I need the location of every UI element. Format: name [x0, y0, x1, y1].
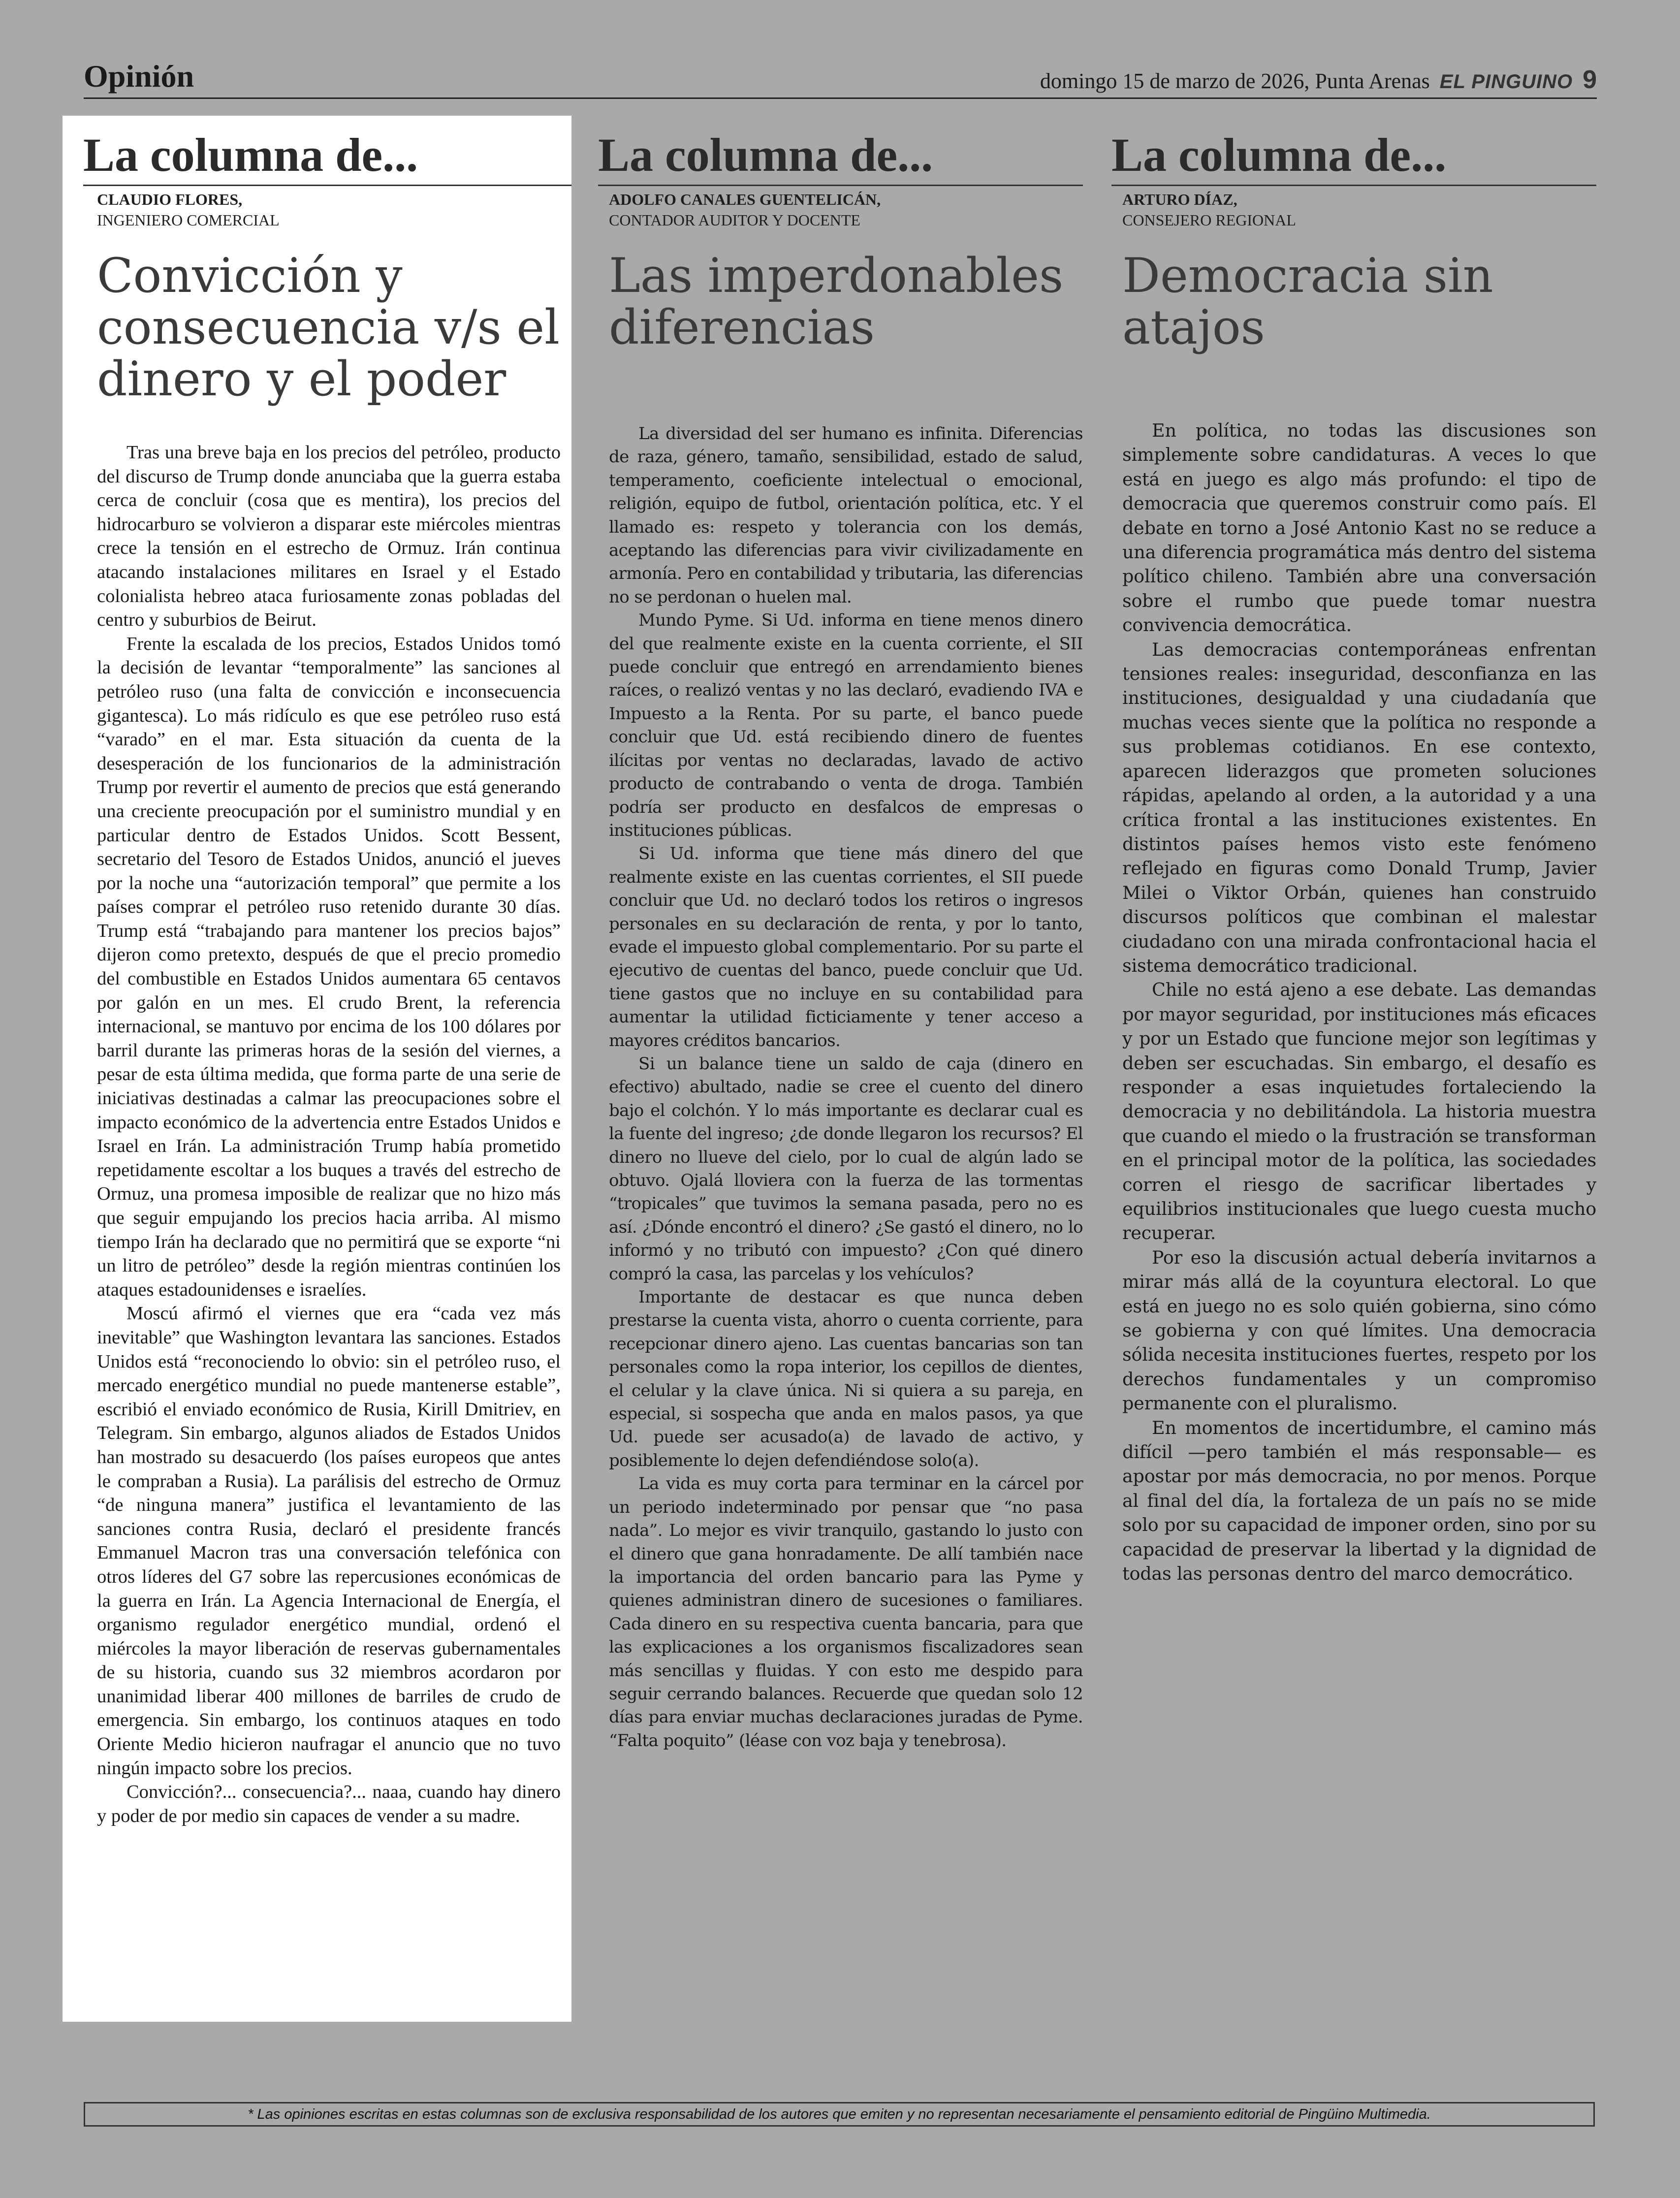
paragraph: En política, no todas las discusiones son simplemente sobre candidaturas. A veces lo que está en juego es algo más profundo: el tipo de democracia que queremos construir como país. El debate en torno a José Antonio Kast no se reduce a una diferencia programática más dentro del sistema político chileno. También abre una conversación sobre el rumbo que puede tomar nuestra convivencia democrática.	[1122, 420, 1596, 636]
opinion-column-3	[1111, 116, 1596, 1586]
newspaper-logo: EL PINGUINO	[1439, 71, 1573, 93]
author-byline	[598, 189, 1083, 230]
paragraph: Convicción?... consecuencia?... naaa, cuando hay dinero y poder de por medio sin capaces de vender a su madre.	[97, 1782, 561, 1826]
paragraph: La vida es muy corta para terminar en la cárcel por un periodo indeterminado por pensar que “no pasa nada”. Lo mejor es vivir tranquilo, gastando lo justo con el dinero que gana honradamente. De allí también nace la importancia del orden bancario para las Pyme y quienes administran dinero de sucesiones o familiares. Cada dinero en su respectiva cuenta bancaria, para que las explicaciones a los organismos fiscalizadores sean más sencillas y fluidas. Y con esto me despido para seguir cerrando balances. Recuerde que quedan solo 12 días para enviar muchas declaraciones juradas de Pyme. “Falta poquito” (léase con voz baja y tenebrosa).	[609, 1474, 1083, 1751]
opinion-column-1	[63, 116, 571, 2022]
author-byline	[1111, 189, 1596, 230]
column-body	[1122, 418, 1596, 1586]
column-headline: Convicción y consecuencia v/s el dinero y el poder	[97, 248, 560, 407]
author-role: INGENIERO COMERCIAL	[97, 211, 280, 229]
paragraph: La diversidad del ser humano es infinita. Diferencias de raza, género, tamaño, sensibilidad, estado de salud, temperamento, coeficiente intelectual o emocional, religión, equipo de futbol, orientación política, etc. Y el llamado es: respeto y tolerancia con los demás, aceptando las diferencias para vivir civilizadamente en armonía. Pero en contabilidad y tributaria, las diferencias no se perdonan o huelen mal.	[609, 424, 1083, 607]
column-kicker: La columna de...	[1111, 116, 1596, 186]
paragraph: Tras una breve baja en los precios del petróleo, producto del discurso de Trump donde anunciaba que la guerra estaba cerca de concluir (cosa que es mentira), los precios del hidrocarburo se volvieron a disparar este miércoles mientras crece la tensión en el estrecho de Ormuz. Irán continua atacando instalaciones militares en Israel y el Estado colonialista hebreo ataca furiosamente zonas pobladas del centro y suburbios de Beirut.	[97, 442, 561, 631]
author-name: ARTURO DÍAZ,	[1122, 191, 1237, 208]
column-body	[97, 441, 561, 1828]
paragraph: Por eso la discusión actual debería invitarnos a mirar más allá de la coyuntura electoral. Lo que está en juego no es solo quién gobierna, sino cómo se gobierna y con qué límites. Una democracia sólida necesita instituciones fuertes, respeto por los derechos fundamentales y un compromiso permanente con el pluralismo.	[1122, 1246, 1596, 1414]
section-title: Opinión	[84, 59, 194, 94]
page-header	[84, 59, 1597, 99]
author-role: CONTADOR AUDITOR Y DOCENTE	[609, 211, 860, 229]
dateline: domingo 15 de marzo de 2026, Punta Arenas	[1040, 69, 1430, 93]
paragraph: Las democracias contemporáneas enfrentan tensiones reales: inseguridad, desconfianza en las instituciones, desigualdad y una ciudadanía que muchas veces siente que la política no responde a sus problemas cotidianos. En ese contexto, aparecen liderazgos que prometen soluciones rápidas, apelando al orden, a la autoridad y a una crítica frontal a las instituciones existentes. En distintos países hemos visto este fenómeno reflejado en figuras como Donald Trump, Javier Milei o Viktor Orbán, quienes han construido discursos políticos que combinan el malestar ciudadano con una mirada confrontacional hacia el sistema democrático tradicional.	[1122, 638, 1596, 976]
column-kicker: La columna de...	[598, 116, 1083, 186]
paragraph: Moscú afirmó el viernes que era “cada vez más inevitable” que Washington levantara las sanciones. Estados Unidos está “reconociendo lo obvio: sin el petróleo ruso, el mercado energético mundial no puede mantenerse estable”, escribió el enviado económico de Rusia, Kirill Dmitriev, en Telegram. Sin embargo, algunos aliados de Estados Unidos han mostrado su desacuerdo (los países europeos que antes le compraban a Rusia). La parálisis del estrecho de Ormuz “de ninguna manera” justifica el levantamiento de las sanciones contra Rusia, declaró el presidente francés Emmanuel Macron tras una conversación telefónica con otros líderes del G7 sobre las repercusiones económicas de la guerra en Irán. La Agencia Internacional de Energía, el organismo regulador energético mundial, ordenó el miércoles la mayor liberación de reservas gubernamentales de su historia, cuando sus 32 miembros acordaron por unanimidad liberar 400 millones de barriles de crudo de emergencia. Sin embargo, los continuos ataques en todo Oriente Medio hicieron naufragar el anuncio que no tuvo ningún impacto sobre los precios.	[97, 1303, 561, 1779]
author-name: CLAUDIO FLORES,	[97, 191, 243, 208]
column-headline: Las imperdonables diferencias	[609, 248, 1064, 355]
paragraph: Importante de destacar es que nunca deben prestarse la cuenta vista, ahorro o cuenta corriente, para recepcionar dinero ajeno. Las cuentas bancarias son tan personales como la ropa interior, los cepillos de dientes, el celular y la clave única. Ni si quiera a su pareja, en especial, si sospecha que anda en malos pasos, ya que Ud. puede ser acusado(a) de lavado de activo, y posiblemente lo dejen defendiéndose solo(a).	[609, 1287, 1083, 1470]
paragraph: Si Ud. informa que tiene más dinero del que realmente existe en las cuentas corrientes, el SII puede concluir que Ud. no declaró todos los retiros o ingresos personales en su declaración de renta, y por lo tanto, evade el impuesto global complementario. Por su parte el ejecutivo de cuentas del banco, puede concluir que Ud. tiene gastos que no incluye en su contabilidad para aumentar la utilidad ficticiamente y tener acceso a mayores créditos bancarios.	[609, 844, 1083, 1051]
column-headline: Democracia sin atajos	[1122, 248, 1493, 355]
paragraph: En momentos de incertidumbre, el camino más difícil —pero también el más responsable— es apostar por más democracia, no por menos. Porque al final del día, la fortaleza de un país no se mide solo por su capacidad de imponer orden, sino por su capacidad de preservar la libertad y la dignidad de todas las personas dentro del marco democrático.	[1122, 1417, 1596, 1585]
column-kicker: La columna de...	[83, 116, 571, 186]
author-role: CONSEJERO REGIONAL	[1122, 211, 1296, 229]
opinion-column-2	[598, 116, 1083, 1752]
page-number: 9	[1583, 65, 1597, 94]
author-name: ADOLFO CANALES GUENTELICÁN,	[609, 191, 881, 208]
column-body	[609, 422, 1083, 1752]
paragraph: Chile no está ajeno a ese debate. Las demandas por mayor seguridad, por instituciones más eficaces y por un Estado que funcione mejor son legítimas y deben ser escuchadas. Sin embargo, el desafío es responder a esas inquietudes fortaleciendo la democracia y no debilitándola. La historia muestra que cuando el miedo o la frustración se transforman en el principal motor de la política, las sociedades corren el riesgo de sacrificar libertades y equilibrios institucionales que luego cuesta mucho recuperar.	[1122, 979, 1596, 1244]
paragraph: Mundo Pyme. Si Ud. informa en tiene menos dinero del que realmente existe en la cuenta corriente, el SII puede concluir que entregó en arrendamiento bienes raíces, o realizó ventas y no las declaró, evadiendo IVA e Impuesto a la Renta. Por su parte, el banco puede concluir que Ud. está recibiendo dinero de fuentes ilícitas por ventas no declaradas, lavado de activo producto de contrabando o venta de droga. También podría ser producto en desfalcos de empresas o instituciones públicas.	[609, 610, 1083, 840]
disclaimer-box: * Las opiniones escritas en estas columnas son de exclusiva responsabilidad de los autores que emiten y no representan necesariamente el pensamiento editorial de Pingüino Multimedia.	[84, 2102, 1595, 2127]
paragraph: Si un balance tiene un saldo de caja (dinero en efectivo) abultado, nadie se cree el cuento del dinero bajo el colchón. Y lo más importante es declarar cual es la fuente del ingreso; ¿de donde llegaron los recursos? El dinero no llueve del cielo, por lo cual de algún lado se obtuvo. Ojalá lloviera con la fuerza de las tormentas “tropicales” que tuvimos la semana pasada, pero no es así. ¿Dónde encontró el dinero? ¿Se gastó el dinero, no lo informó y no tributó con impuesto? ¿Con qué dinero compró la casa, las parcelas y los vehículos?	[609, 1053, 1083, 1284]
paragraph: Frente la escalada de los precios, Estados Unidos tomó la decisión de levantar “temporalmente” las sanciones al petróleo ruso (una falta de convicción e inconsecuencia gigantesca). Lo más ridículo es que ese petróleo ruso está “varado” en el mar. Esta situación da cuenta de la desesperación de los funcionarios de la administración Trump por revertir el aumento de precios que está generando una creciente preocupación por el suministro mundial y en particular dentro de Estados Unidos. Scott Bessent, secretario del Tesoro de Estados Unidos, anunció el jueves por la noche una “autorización temporal” que permite a los países comprar el petróleo ruso retenido durante 30 días. Trump está “trabajando para mantener los precios bajos” dijeron como pretexto, después de que el precio promedio del combustible en Estados Unidos aumentara 65 centavos por galón en un mes. El crudo Brent, la referencia internacional, se mantuvo por encima de los 100 dólares por barril durante las primeras horas de la sesión del viernes, a pesar de esta última medida, que forma parte de una serie de iniciativas destinadas a calmar las preocupaciones sobre el impacto económico de la advertencia entre Estados Unidos e Israel en Irán. La administración Trump había prometido repetidamente escoltar a los buques a través del estrecho de Ormuz, una promesa imposible de realizar que no hizo más que seguir empujando los precios hacia arriba. Al mismo tiempo Irán ha declarado que no permitirá que se exporte “ni un litro de petróleo” desde la región mientras continúen los ataques estadounidenses e israelíes.	[97, 633, 561, 1300]
header-info	[1040, 65, 1597, 95]
author-byline	[63, 189, 571, 230]
